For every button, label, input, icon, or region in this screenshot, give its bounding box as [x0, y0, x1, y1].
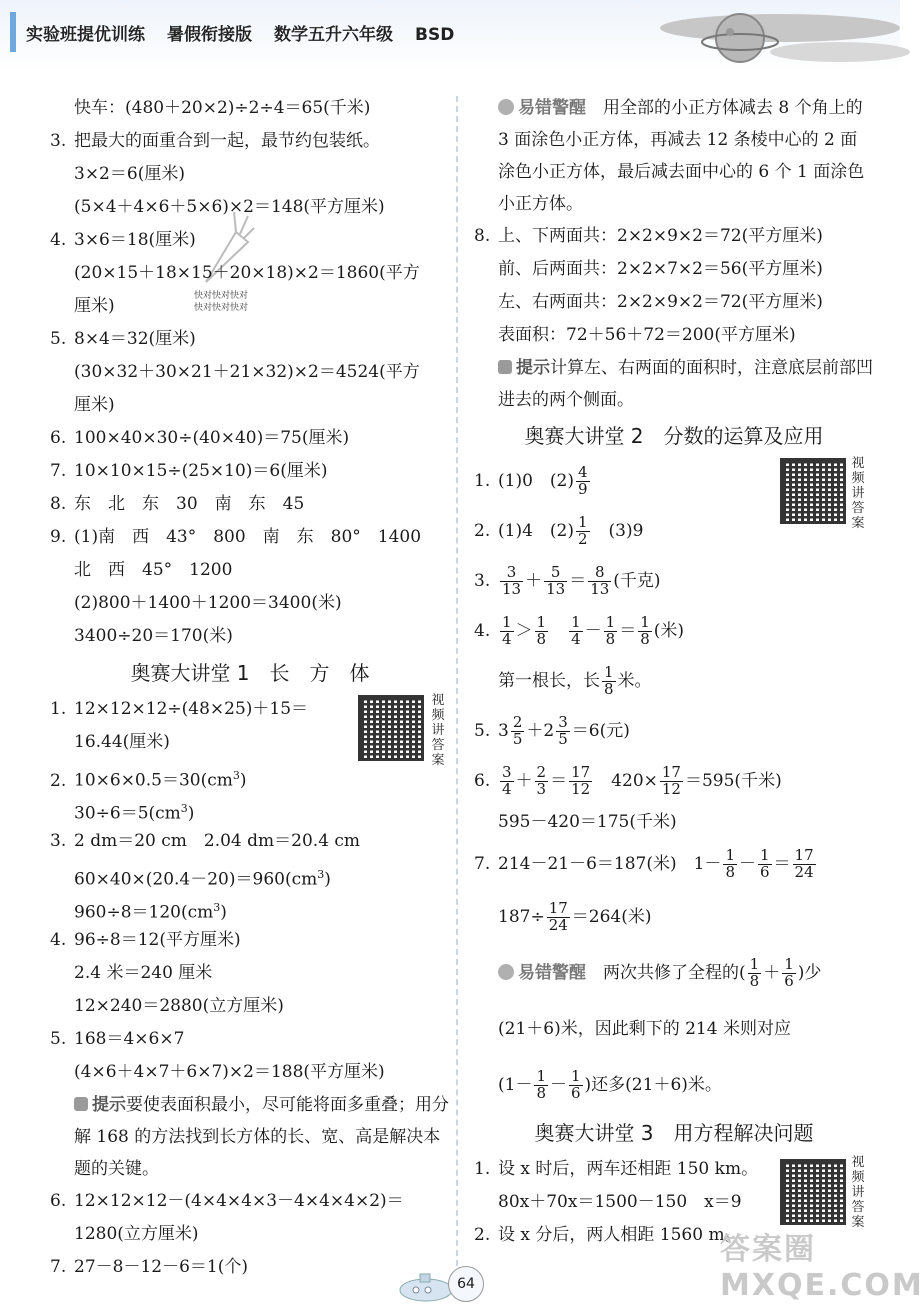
question-number: 3. [474, 571, 491, 591]
answer-7 [50, 1251, 450, 1284]
denominator: 8 [536, 1084, 546, 1102]
answer-text: ＝6(元) [571, 721, 630, 741]
answer-text: (3)9 [591, 521, 644, 541]
answer-text: 2 dm＝20 cm 2.04 dm＝20.4 cm [74, 831, 361, 851]
qr-caption: 视频讲答案 [431, 693, 445, 768]
answer-7 [50, 455, 450, 488]
question-number: 3. [50, 131, 67, 151]
header-accent-bar [10, 12, 16, 52]
hint-icon [74, 1097, 88, 1111]
numerator: 17 [661, 763, 681, 782]
answer-text: (1)南 西 43° 800 南 东 80° 1400 [74, 527, 422, 547]
section-heading-cuboid: 奥赛大讲堂 1 长 方 体 [130, 661, 370, 685]
answer-2 [474, 506, 874, 556]
operator: ＝ [619, 621, 637, 641]
answer-text: 10×10×15÷(25×10)＝6(厘米) [74, 461, 328, 481]
answer-3 [50, 825, 450, 858]
answer-line [474, 889, 874, 945]
answer-text: ＝264(米) [571, 907, 652, 927]
fraction [511, 715, 525, 748]
numerator: 2 [536, 763, 547, 782]
fraction [569, 1069, 583, 1102]
question-number: 7. [474, 854, 491, 874]
answer-line: 北 西 45° 1200 [74, 560, 233, 580]
answer-line [50, 792, 450, 825]
answer-text: 187÷ [498, 907, 545, 927]
header-title [26, 20, 476, 45]
answer-text: 27－8－12－6＝1(个) [74, 1257, 248, 1277]
superscript: 3 [317, 868, 325, 881]
submarine-icon [396, 1268, 456, 1304]
denominator: 8 [640, 630, 650, 648]
answer-line: 左、右两面共：2×2×9×2＝72(平方厘米) [498, 292, 823, 312]
answer-1 [50, 693, 450, 726]
answer-2 [50, 759, 450, 792]
answer-line: (30×32＋30×21＋21×32)×2＝4524(平方 [74, 362, 420, 382]
fraction [638, 615, 652, 648]
publisher-code: BSD [415, 25, 455, 45]
question-number: 9. [50, 527, 67, 547]
answer-6 [50, 1185, 450, 1218]
question-number: 4. [474, 621, 491, 641]
cuboid-answers [50, 693, 450, 1284]
numerator: 3 [500, 565, 523, 582]
fraction [544, 565, 567, 598]
spacer [550, 621, 567, 641]
question-number: 5. [474, 721, 491, 741]
numerator: 17 [571, 763, 591, 782]
answer-5 [50, 323, 450, 356]
answer-line: (4×6＋4×7＋6×7)×2＝188(平方厘米) [74, 1062, 385, 1082]
tip-block [50, 1089, 450, 1185]
answer-6 [474, 756, 874, 806]
answer-text: 960÷8＝120(cm [74, 902, 214, 923]
answer-text: 东 北 东 30 南 东 45 [74, 494, 305, 514]
warning-line: (21＋6)米，因此剩下的 214 米则对应 [498, 1019, 791, 1039]
fraction [723, 848, 737, 881]
operator: ＝ [550, 771, 568, 791]
denominator: 8 [536, 630, 547, 648]
answer-8 [50, 488, 450, 521]
operator: － [584, 621, 602, 641]
answer-line: 1280(立方厘米) [74, 1224, 199, 1244]
mixed-integer: 3 [498, 721, 509, 741]
answer-text: (1)0 (2) [498, 471, 574, 491]
numerator: 3 [558, 713, 568, 732]
fraction [758, 848, 772, 881]
question-number: 8. [50, 494, 67, 514]
warning-line [474, 1057, 874, 1113]
answer-text: 214－21－6＝187(米) 1－ [498, 854, 722, 874]
answer-line: 16.44(厘米) [74, 732, 170, 752]
answer-text: 30÷6＝5(cm [74, 803, 181, 824]
fraction [569, 765, 592, 798]
denominator: 4 [571, 630, 581, 648]
answer-line: 3400÷20＝170(米) [74, 626, 233, 646]
fraction [534, 1069, 548, 1102]
question-number: 1. [474, 1159, 491, 1179]
question-number: 3. [50, 831, 67, 851]
fraction [576, 515, 590, 548]
answer-line: (20×15＋18×15＋20×18)×2＝1860(平方 [74, 263, 420, 283]
denominator: 8 [604, 680, 614, 698]
answer-text: 把最大的面重合到一起，最节约包装纸。 [74, 131, 380, 151]
fraction [547, 901, 570, 934]
fraction [602, 665, 616, 698]
denominator: 6 [759, 863, 770, 881]
edition-name: 暑假衔接版 [167, 25, 252, 45]
question-number: 5. [50, 329, 67, 349]
answer-4 [50, 224, 450, 257]
warning-text: )少 [797, 963, 822, 983]
answer-text: 上、下两面共：2×2×9×2＝72(平方厘米) [498, 226, 823, 246]
answer-line: 12×240＝2880(立方厘米) [74, 996, 284, 1016]
superscript: 3 [180, 802, 188, 815]
denominator: 4 [502, 630, 512, 648]
denominator: 3 [536, 780, 547, 798]
denominator: 6 [571, 1084, 581, 1102]
numerator: 1 [759, 846, 770, 865]
answer-6 [50, 422, 450, 455]
warning-icon [498, 964, 514, 980]
answer-line: 厘米) [74, 395, 115, 415]
answer-text: (1)4 (2) [498, 521, 574, 541]
answer-text: 60×40×(20.4－20)＝960(cm [74, 869, 318, 890]
denominator: 8 [749, 972, 760, 990]
numerator: 3 [502, 763, 512, 782]
numerator: 8 [588, 565, 611, 582]
warning-icon [498, 99, 514, 115]
operator: ＝ [773, 854, 791, 874]
planet-decoration-icon [580, 0, 900, 72]
fraction [604, 615, 618, 648]
hint-icon [498, 360, 512, 374]
answer-line: 2.4 米＝240 厘米 [74, 963, 213, 983]
denominator: 24 [548, 916, 568, 934]
answer-5 [50, 1023, 450, 1056]
denominator: 6 [784, 972, 794, 990]
answer-line [50, 891, 450, 924]
numerator: 17 [548, 899, 568, 918]
question-number: 4. [50, 230, 67, 250]
answer-text: 3×6＝18(厘米) [74, 230, 196, 250]
numerator: 2 [512, 713, 523, 732]
numerator: 1 [536, 613, 547, 632]
superscript: 3 [213, 901, 221, 914]
answer-line: 表面积：72＋56＋72＝200(平方厘米) [498, 325, 796, 345]
answer-line: 厘米) [74, 296, 115, 316]
numerator: 1 [725, 846, 735, 865]
section-heading-equations: 奥赛大讲堂 3 用方程解决问题 [534, 1121, 814, 1145]
numerator: 1 [604, 663, 614, 682]
answer-8 [474, 220, 874, 253]
qr-caption: 视频讲答案 [851, 456, 865, 531]
fraction [500, 765, 514, 798]
page-header [0, 0, 900, 72]
numerator: 1 [577, 513, 588, 532]
denominator: 2 [577, 530, 588, 548]
answer-line: 3×2＝6(厘米) [74, 164, 185, 184]
close-paren: ) [239, 770, 247, 791]
fraction [535, 765, 549, 798]
question-number: 6. [474, 771, 491, 791]
close-paren: ) [187, 803, 195, 824]
denominator: 5 [512, 730, 523, 748]
fraction [500, 565, 523, 598]
operator: ＋ [515, 771, 533, 791]
answer-7 [474, 839, 874, 889]
denominator: 8 [725, 863, 735, 881]
warning-text: (1－ [498, 1075, 533, 1095]
answer-text: ＝595(千米) [684, 771, 782, 791]
page-number: 64 [448, 1266, 484, 1302]
operator: ＋ [763, 963, 781, 983]
question-number: 2. [474, 521, 491, 541]
question-number: 5. [50, 1029, 67, 1049]
numerator: 1 [571, 613, 581, 632]
denominator: 24 [794, 863, 814, 881]
tip-label: 提示 [92, 1095, 126, 1115]
question-number: 1. [474, 471, 491, 491]
numerator: 1 [749, 955, 760, 974]
answer-line: 前、后两面共：2×2×7×2＝56(平方厘米) [498, 259, 823, 279]
superscript: 3 [232, 769, 240, 782]
close-paren: ) [324, 869, 331, 890]
fraction [569, 615, 583, 648]
operator: － [738, 854, 756, 874]
answer-line: (2)800＋1400＋1200＝3400(米) [74, 593, 342, 613]
unit-text: (米) [653, 621, 684, 641]
answer-text: 8×4＝32(厘米) [74, 329, 196, 349]
fraction [500, 615, 514, 648]
operator: ＋2 [526, 721, 555, 741]
denominator: 12 [661, 780, 681, 798]
carrot-text-line: 快对快对快对 [194, 303, 249, 313]
numerator: 1 [502, 613, 512, 632]
numerator: 1 [571, 1067, 581, 1086]
question-number: 6. [50, 428, 67, 448]
tip-text: 要使表面积最小，尽可能将面多重叠；用分解 168 的方法找到长方体的长、宽、高是解决本题的关键。 [74, 1095, 449, 1179]
close-paren: ) [220, 902, 227, 923]
warning-block [474, 945, 874, 1001]
tip-block [474, 352, 874, 416]
answer-text: 96÷8＝12(平方厘米) [74, 930, 241, 950]
fraction [782, 957, 796, 990]
fraction [748, 957, 762, 990]
denominator: 8 [605, 630, 616, 648]
warning-text: 用全部的小正方体减去 8 个角上的 3 面涂色小正方体，再减去 12 条棱中心的 2 面涂色小正方体，最后减去面中心的 6 个 1 面涂色小正方体。 [498, 98, 865, 214]
warning-text: 两次共修了全程的( [603, 963, 746, 983]
unit-text: (千克) [613, 571, 661, 591]
left-column [50, 92, 450, 1284]
numerator: 5 [544, 565, 567, 582]
carrot-text-line: 快对快对快对 [194, 291, 249, 301]
answer-3 [474, 556, 874, 606]
answer-4 [474, 606, 874, 656]
denominator: 4 [502, 780, 512, 798]
question-number: 7. [50, 461, 67, 481]
operator: ＝ [569, 571, 587, 591]
answer-5 [474, 706, 874, 756]
fraction [556, 715, 570, 748]
fraction [576, 465, 590, 498]
fraction [588, 565, 611, 598]
denominator: 9 [577, 480, 588, 498]
denominator: 12 [571, 780, 591, 798]
answer-text: 420× [594, 771, 658, 791]
question-number: 6. [50, 1191, 67, 1211]
warning-text: )还多(21＋6)米。 [584, 1075, 722, 1095]
tip-text: 计算左、右两面的面积时，注意底层前部凹进去的两个侧面。 [498, 358, 873, 410]
numerator: 17 [794, 846, 814, 865]
answer-text: 设 x 分后，两人相距 1560 m。 [498, 1225, 742, 1245]
answer-line: 快车：(480＋20×2)÷2÷4＝65(千米) [74, 98, 371, 118]
answer-line [474, 656, 874, 706]
fraction [535, 615, 549, 648]
watermark-text: 答案圈 MXQE.COM [720, 1232, 924, 1303]
question-number: 2. [474, 1225, 491, 1245]
numerator: 1 [784, 955, 794, 974]
question-number: 7. [50, 1257, 67, 1277]
answer-line: (5×4＋4×6＋5×6)×2＝148(平方厘米) [74, 197, 385, 217]
answer-text: 12×12×12÷(48×25)＋15＝ [74, 699, 309, 719]
denominator: 13 [546, 580, 566, 598]
answer-text: 第一根长，长 [498, 671, 600, 691]
operator: ＞ [515, 621, 533, 641]
section-heading-fractions: 奥赛大讲堂 2 分数的运算及应用 [524, 424, 824, 448]
warning-block [474, 92, 874, 220]
answer-9 [50, 521, 450, 554]
numerator: 1 [536, 1067, 546, 1086]
warning-label: 易错警醒 [518, 98, 586, 118]
operator: ＋ [525, 571, 543, 591]
warning-label: 易错警醒 [518, 963, 586, 983]
column-divider [456, 96, 458, 1266]
series-name: 实验班提优训练 [26, 25, 145, 45]
answer-text: 12×12×12－(4×4×4×3－4×4×4×2)＝ [74, 1191, 404, 1211]
question-number: 8. [474, 226, 491, 246]
fraction [660, 765, 683, 798]
fraction-answers [474, 456, 874, 1252]
numerator: 4 [577, 463, 588, 482]
answer-line: 80x＋70x＝1500－150 x＝9 [498, 1192, 742, 1212]
answer-1 [474, 1153, 874, 1186]
denominator: 13 [590, 580, 610, 598]
answer-line: 595－420＝175(千米) [498, 812, 677, 832]
question-number: 2. [50, 770, 67, 791]
answer-text: 100×40×30÷(40×40)＝75(厘米) [74, 428, 350, 448]
numerator: 1 [640, 613, 650, 632]
question-number: 4. [50, 930, 67, 950]
tip-label: 提示 [516, 358, 550, 378]
denominator: 5 [558, 730, 568, 748]
unit-text: 米。 [617, 671, 652, 691]
numerator: 1 [605, 613, 616, 632]
answer-text: 10×6×0.5＝30(cm [74, 770, 233, 791]
answer-3 [50, 125, 450, 158]
operator: － [550, 1075, 567, 1095]
question-number: 1. [50, 699, 67, 719]
fraction [793, 848, 816, 881]
answer-text: 168＝4×6×7 [74, 1029, 185, 1049]
answer-4 [50, 924, 450, 957]
denominator: 13 [502, 580, 522, 598]
answer-1 [474, 456, 874, 506]
right-column [474, 92, 874, 1252]
answer-text: 设 x 时后，两车还相距 150 km。 [498, 1159, 759, 1179]
subject-name: 数学五升六年级 [274, 25, 393, 45]
answer-line [50, 858, 450, 891]
qr-caption: 视频讲答案 [851, 1155, 865, 1230]
